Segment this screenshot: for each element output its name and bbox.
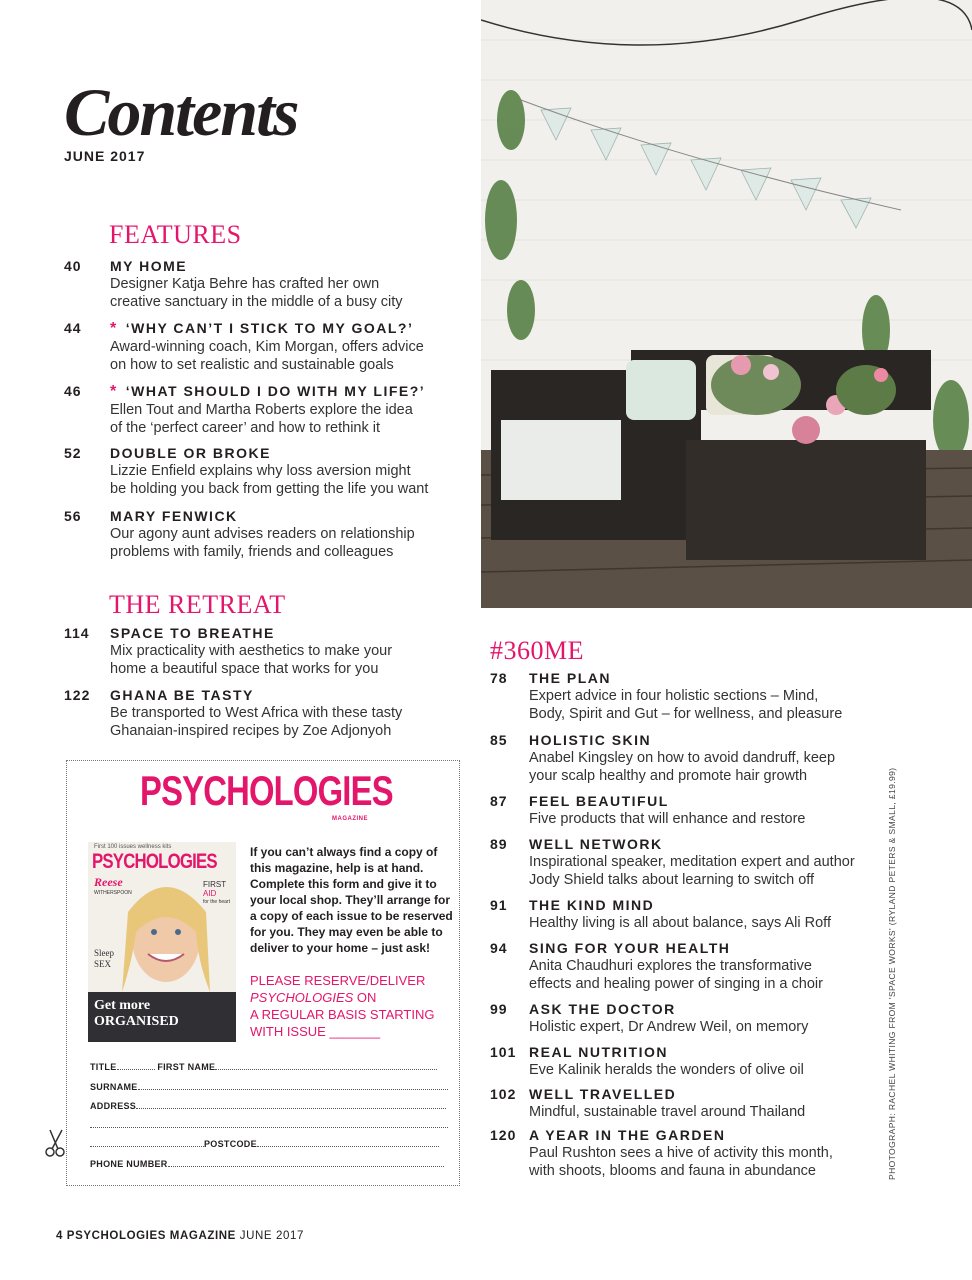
title-label: TITLE [90, 1062, 117, 1072]
cover-name: Reese [94, 875, 123, 889]
entry-description: Holistic expert, Dr Andrew Weil, on memory [529, 1019, 809, 1035]
contents-entry[interactable] [490, 1000, 880, 1036]
entry-title: ASK THE DOCTOR [529, 1001, 676, 1017]
contents-entry[interactable] [64, 624, 444, 678]
form-reserve-text [250, 972, 455, 1040]
entry-description: with shoots, blooms and fauna in abundance [529, 1163, 816, 1179]
entry-page-number: 87 [490, 793, 508, 809]
entry-page-number: 89 [490, 836, 508, 852]
entry-title: A YEAR IN THE GARDEN [529, 1127, 726, 1143]
entry-description: Inspirational speaker, meditation expert and author [529, 854, 855, 870]
entry-page-number: 114 [64, 625, 90, 641]
patio-photo [481, 0, 972, 608]
entry-page-number: 85 [490, 732, 508, 748]
reserve-line [250, 989, 455, 1006]
entry-page-number: 91 [490, 897, 508, 913]
entry-description: Anita Chaudhuri explores the transformative [529, 958, 812, 974]
entry-title: HOLISTIC SKIN [529, 732, 652, 748]
address-row [90, 1100, 450, 1112]
entry-title: SPACE TO BREATHE [110, 625, 275, 641]
address-label: ADDRESS [90, 1101, 137, 1111]
entry-page-number: 52 [64, 445, 82, 461]
entry-description: Eve Kalinik heralds the wonders of olive oil [529, 1062, 804, 1078]
entry-description: Anabel Kingsley on how to avoid dandruff, keep [529, 750, 836, 766]
entry-page-number: 122 [64, 687, 91, 703]
entry-page-number: 94 [490, 940, 508, 956]
entry-description: Our agony aunt advises readers on relationship [110, 526, 415, 542]
cover-brand: PSYCHOLOGIES [92, 850, 217, 873]
entry-description: Five products that will enhance and restore [529, 811, 806, 827]
entry-description: Expert advice in four holistic sections – Mind, [529, 688, 819, 704]
entry-page-number: 120 [490, 1127, 517, 1143]
footer-page-number: 4 [56, 1230, 63, 1242]
phone-field[interactable] [168, 1158, 444, 1167]
magazine-cover [88, 842, 236, 1042]
postcode-label: POSTCODE [204, 1139, 257, 1149]
contents-entry[interactable] [64, 444, 444, 498]
entry-title: FEEL BEAUTIFUL [529, 793, 669, 809]
entry-title: ‘WHY CAN’T I STICK TO MY GOAL?’ [125, 320, 414, 336]
first-name-label: FIRST NAME [157, 1062, 216, 1072]
entry-description: Paul Rushton sees a hive of activity this month, [529, 1145, 833, 1161]
cover-tagline: First 100 issues wellness kits [94, 844, 172, 850]
section-title-features: FEATURES [109, 220, 242, 249]
entry-page-number: 102 [490, 1086, 517, 1102]
first-name-field[interactable] [215, 1061, 437, 1070]
entry-description: home a beautiful space that works for you [110, 661, 379, 677]
patio-illustration [481, 0, 972, 608]
entry-description: Jody Shield talks about learning to switch off [529, 872, 815, 888]
entry-description: Healthy living is all about balance, says Ali Roff [529, 915, 831, 931]
entry-description: on how to set realistic and sustainable goals [110, 357, 394, 373]
contents-entry[interactable] [490, 1085, 880, 1121]
entry-title: THE KIND MIND [529, 897, 655, 913]
reserve-line-rest: ON [353, 990, 377, 1005]
surname-field[interactable] [138, 1081, 448, 1090]
entry-page-number: 78 [490, 670, 508, 686]
contents-entry[interactable] [490, 1043, 880, 1079]
entry-title: WELL NETWORK [529, 836, 663, 852]
surname-row [90, 1081, 450, 1093]
entry-description: Body, Spirit and Gut – for wellness, and pleasure [529, 706, 843, 722]
footer-magazine: PSYCHOLOGIES MAGAZINE [66, 1230, 236, 1242]
contents-entry[interactable] [490, 939, 880, 993]
brand-logo: PSYCHOLOGIES [140, 767, 393, 814]
cover-sleep: Sleep [94, 948, 114, 958]
scissors-icon [44, 1128, 68, 1158]
cover-name-sub: WITHERSPOON [94, 890, 132, 896]
star-icon: * [110, 320, 118, 337]
entry-page-number: 56 [64, 508, 82, 524]
form-intro: If you can’t always find a copy of this magazine, help is at hand. Complete this form and give it to your local shop. They’ll arrange for a copy of each issue to be reserved for you. They may even be able to deliver to your home – just ask! [250, 845, 453, 955]
contents-entry[interactable] [64, 382, 444, 437]
entry-title: WELL TRAVELLED [529, 1086, 677, 1102]
contents-entry[interactable] [64, 507, 444, 561]
contents-entry[interactable] [490, 669, 880, 723]
cover-side-line: for the heart [203, 899, 230, 905]
reserve-line: WITH ISSUE _______ [250, 1024, 381, 1039]
entry-description: Ellen Tout and Martha Roberts explore the idea [110, 402, 413, 418]
cover-side-text [203, 880, 230, 907]
issue-date: JUNE 2017 [64, 148, 146, 164]
cover-side-line: AID [203, 889, 217, 898]
page-footer [56, 1230, 304, 1242]
address-row-2 [90, 1119, 450, 1131]
contents-entry[interactable] [490, 835, 880, 889]
postcode-field[interactable] [257, 1138, 439, 1147]
entry-page-number: 40 [64, 258, 82, 274]
entry-title: DOUBLE OR BROKE [110, 445, 271, 461]
cover-side-line: FIRST [203, 880, 227, 889]
cover-sex: SEX [94, 959, 112, 969]
entry-description: problems with family, friends and colleagues [110, 544, 394, 560]
entry-page-number: 101 [490, 1044, 517, 1060]
reserve-line: A REGULAR BASIS STARTING [250, 1007, 435, 1022]
title-field[interactable] [117, 1061, 155, 1070]
entry-title: THE PLAN [529, 670, 611, 686]
brand-logo-sub: MAGAZINE [332, 816, 368, 822]
surname-label: SURNAME [90, 1082, 138, 1092]
entry-description: Mindful, sustainable travel around Thailand [529, 1104, 806, 1120]
entry-title: GHANA BE TASTY [110, 687, 254, 703]
entry-description: be holding you back from getting the life you want [110, 481, 429, 497]
entry-description: Be transported to West Africa with these tasty [110, 705, 403, 721]
entry-description: of the ‘perfect career’ and how to rethink it [110, 420, 381, 436]
entry-description: Designer Katja Behre has crafted her own [110, 276, 380, 292]
contents-entry[interactable] [490, 731, 880, 785]
contents-entry[interactable] [64, 257, 444, 311]
entry-title: MARY FENWICK [110, 508, 238, 524]
entry-description: Mix practicality with aesthetics to make your [110, 643, 393, 659]
entry-title: MY HOME [110, 258, 188, 274]
entry-description: creative sanctuary in the middle of a busy city [110, 294, 403, 310]
contents-entry[interactable] [490, 792, 880, 828]
entry-description: Award-winning coach, Kim Morgan, offers advice [110, 339, 424, 355]
entry-title: ‘WHAT SHOULD I DO WITH MY LIFE?’ [125, 383, 426, 399]
contents-entry[interactable] [490, 896, 880, 932]
reserve-line: PLEASE RESERVE/DELIVER [250, 973, 426, 988]
entry-title: REAL NUTRITION [529, 1044, 668, 1060]
title-name-row [90, 1061, 450, 1073]
entry-description: Lizzie Enfield explains why loss aversion might [110, 463, 411, 479]
contents-entry[interactable] [64, 319, 444, 374]
reserve-magazine-name: PSYCHOLOGIES [250, 990, 354, 1005]
star-icon: * [110, 383, 118, 400]
entry-title: SING FOR YOUR HEALTH [529, 940, 731, 956]
address-field-line2[interactable] [90, 1119, 448, 1128]
cover-headline: ORGANISED [94, 1014, 179, 1029]
footer-issue: JUNE 2017 [239, 1230, 304, 1242]
section-title-360me: #360ME [490, 636, 584, 665]
cover-headline: Get more [94, 998, 151, 1013]
entry-page-number: 46 [64, 383, 82, 399]
contents-entry[interactable] [490, 1126, 880, 1180]
section-title-retreat: THE RETREAT [109, 590, 286, 619]
address-field-line3[interactable] [90, 1138, 204, 1147]
contents-entry[interactable] [64, 686, 444, 740]
photo-credit: PHOTOGRAPH: RACHEL WHITING FROM 'SPACE WORKS' (RYLAND PETERS & SMALL, £19.99) [887, 767, 897, 1180]
entry-description: Ghanaian-inspired recipes by Zoe Adjonyoh [110, 723, 392, 739]
phone-label: PHONE NUMBER [90, 1159, 168, 1169]
entry-description: your scalp healthy and promote hair growth [529, 768, 808, 784]
entry-page-number: 44 [64, 320, 82, 336]
page-title: Contents [64, 74, 298, 150]
entry-description: effects and healing power of singing in a choir [529, 976, 823, 992]
address-field[interactable] [136, 1100, 446, 1109]
entry-page-number: 99 [490, 1001, 508, 1017]
phone-row [90, 1158, 450, 1170]
postcode-row [90, 1138, 450, 1150]
